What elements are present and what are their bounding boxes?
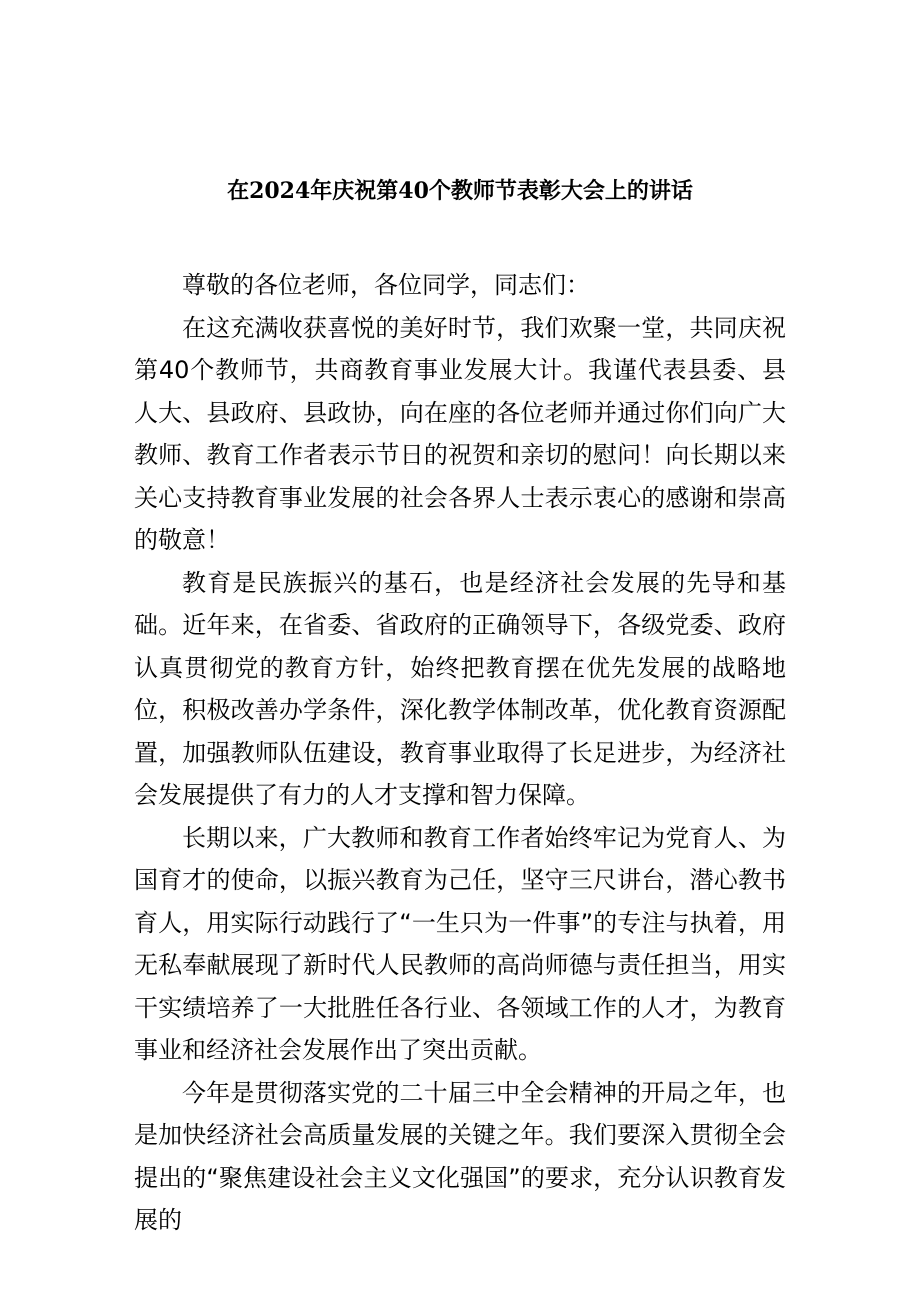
document-body (134, 264, 786, 1242)
salutation-paragraph: 尊敬的各位老师，各位同学，同志们： (182, 271, 590, 299)
body-paragraph: 在这充满收获喜悦的美好时节，我们欢聚一堂，共同庆祝第40个教师节，共商教育事业发展大计。我谨代表县委、县人大、县政府、县政协，向在座的各位老师并通过你们向广大教师、教育工作者表示节日的祝贺和亲切的慰问！向长期以来关心支持教育事业发展的社会各界人士表示衷心的感谢和崇高的敬意！ (134, 313, 786, 554)
body-paragraph: 今年是贯彻落实党的二十届三中全会精神的开局之年，也是加快经济社会高质量发展的关键之年。我们要深入贯彻全会提出的“聚焦建设社会主义文化强国”的要求，充分认识教育发展的 (134, 1078, 786, 1234)
body-paragraph: 长期以来，广大教师和教育工作者始终牢记为党育人、为国育才的使命，以振兴教育为己任，坚守三尺讲台，潜心教书育人，用实际行动践行了“一生只为一件事”的专注与执着，用无私奉献展现了新时代人民教师的高尚师德与责任担当，用实干实绩培养了一大批胜任各行业、各领域工作的人才，为教育事业和经济社会发展作出了突出贡献。 (134, 823, 786, 1064)
body-paragraph: 教育是民族振兴的基石，也是经济社会发展的先导和基础。近年来，在省委、省政府的正确领导下，各级党委、政府认真贯彻党的教育方针，始终把教育摆在优先发展的战略地位，积极改善办学条件，深化教学体制改革，优化教育资源配置，加强教师队伍建设，教育事业取得了长足进步，为经济社会发展提供了有力的人才支撑和智力保障。 (134, 568, 786, 809)
document-title: 在2024年庆祝第40个教师节表彰大会上的讲话 (227, 178, 693, 204)
